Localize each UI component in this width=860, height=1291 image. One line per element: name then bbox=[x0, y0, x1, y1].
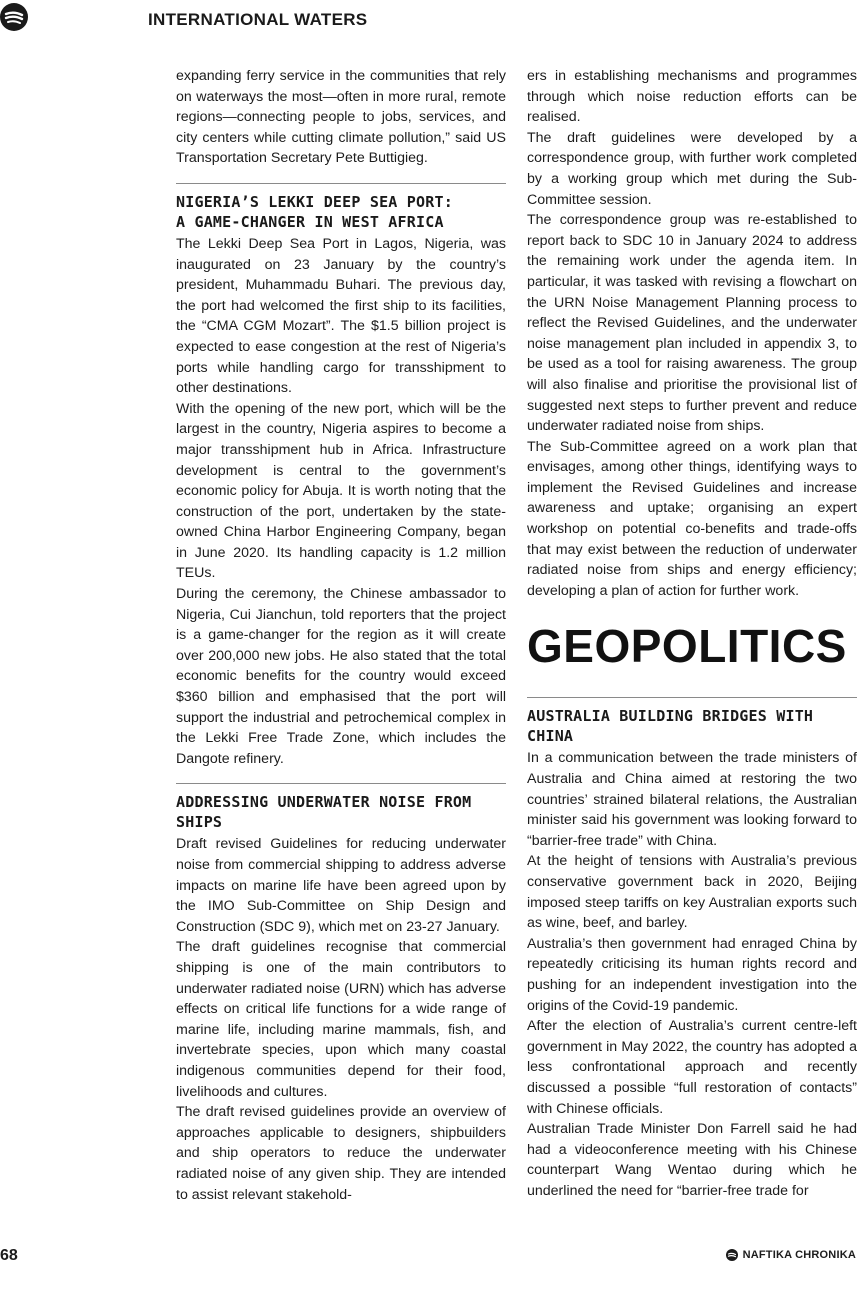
intro-paragraph: expanding ferry service in the communities that rely on waterways the most—often in more rural, remote regions—connecting people to jobs, services, and city centers while cutting climate pollution,” said US Transportation Secretary Pete Buttigieg. bbox=[176, 68, 506, 167]
noise-paragraph: The draft guidelines recognise that commercial shipping is one of the main contributors to underwater radiated noise (URN) which has adverse effects on critical life functions for a wide range of marine life, including marine mammals, fish, and invertebrate species, upon which many coastal indigenous communities depend for their food, livelihoods and cultures. bbox=[176, 939, 506, 1100]
wave-icon bbox=[0, 3, 28, 31]
divider bbox=[176, 183, 506, 184]
footer-brand bbox=[726, 1249, 856, 1261]
noise-paragraph: The draft revised guidelines provide an overview of approaches applicable to designers, shipbuilders and ship operators to reduce the underwater radiated noise of any given ship. They are intended to assist relevant stakehold- bbox=[176, 1104, 506, 1203]
section-title: INTERNATIONAL WATERS bbox=[148, 10, 368, 29]
noise-continued-paragraph: The draft guidelines were developed by a correspondence group, with further work completed by a working group which met during the Sub-Committee session. bbox=[527, 129, 857, 208]
divider bbox=[176, 783, 506, 784]
brand-name: NAFTIKA CHRONIKA bbox=[742, 1249, 856, 1261]
australia-paragraph: After the election of Australia’s current centre-left government in May 2022, the country has adopted a less confrontational approach and recently discussed a possible “full restoration of contacts” with Chinese officials. bbox=[527, 1018, 857, 1117]
brand-logo-icon bbox=[726, 1249, 738, 1261]
lekki-paragraph: The Lekki Deep Sea Port in Lagos, Nigeria, was inaugurated on 23 January by the country’s president, Muhammadu Buhari. The previous day, the port had welcomed the first ship to its facilities, the “CMA CGM Mozart”. The $1.5 billion project is expected to ease congestion at the rest of Nigeria’s ports while handling cargo for transshipment to other destinations. bbox=[176, 235, 506, 397]
lekki-headline bbox=[176, 192, 506, 232]
australia-paragraph: Australia’s then government had enraged China by repeatedly criticising its human rights record and pushing for an independent investigation into the origins of the Covid-19 pandemic. bbox=[527, 935, 857, 1014]
australia-paragraph: Australian Trade Minister Don Farrell said he had had a videoconference meeting with his Chinese counterpart Wang Wentao during which he underlined the need for “barrier-free trade for bbox=[527, 1121, 857, 1199]
australia-headline: AUSTRALIA BUILDING BRIDGES WITH CHINA bbox=[527, 707, 814, 746]
noise-continued-paragraph: The correspondence group was re-established to report back to SDC 10 in January 2024 to address the remaining work under the agenda item. In particular, it was tasked with revising a flowchart on the URN Noise Management Planning process to reflect the Revised Guidelines, and the underwater noise management plan included in appendix 3, to be used as a tool for raising awareness. The group will also finalise and prioritise the provisional list of suggested next steps to further prevent and reduce underwater radiated noise from ships. bbox=[527, 212, 857, 435]
noise-continued-paragraph: The Sub-Committee agreed on a work plan that envisages, among other things, identifying ways to implement the Revised Guidelines and increase awareness and uptake; organising an expert workshop on potential co-benefits and trade-offs that may exist between the reduction of underwater radiated noise from ships and energy efficiency; developing a plan of action for further work. bbox=[527, 438, 857, 599]
geopolitics-section-title: GEOPOLITICS bbox=[527, 620, 847, 673]
noise-paragraph: Draft revised Guidelines for reducing underwater noise from commercial shipping to address adverse impacts on marine life have been agreed upon by the IMO Sub-Committee on Ship Design and Construction (SDC 9), which met on 23-27 January. bbox=[176, 836, 506, 935]
right-column bbox=[527, 66, 857, 1202]
australia-paragraph: In a communication between the trade ministers of Australia and China aimed at restoring the two countries’ strained bilateral relations, the Australian minister said his government was looking forward to “barrier-free trade” with China. bbox=[527, 750, 857, 849]
left-column bbox=[176, 66, 506, 1205]
australia-paragraph: At the height of tensions with Australia’s previous conservative government back in 2020, Beijing imposed steep tariffs on key Australian exports such as wine, beef, and barley. bbox=[527, 853, 857, 932]
magazine-logo-icon bbox=[0, 3, 28, 31]
noise-continued-paragraph: ers in establishing mechanisms and programmes through which noise reduction efforts can be realised. bbox=[527, 68, 857, 126]
divider bbox=[527, 697, 857, 698]
lekki-headline-line2: A GAME-CHANGER IN WEST AFRICA bbox=[176, 212, 444, 231]
page-number: 68 bbox=[0, 1247, 18, 1264]
noise-headline: ADDRESSING UNDERWATER NOISE FROM SHIPS bbox=[176, 793, 472, 832]
lekki-paragraph: During the ceremony, the Chinese ambassador to Nigeria, Cui Jianchun, told reporters that the project is a game-changer for the region as it will create over 200,000 new jobs. He also stated that the total economic benefits for the country would exceed $360 billion and emphasised that the port will support the industrial and petrochemical complex in the Lekki Free Trade Zone, which includes the Dangote refinery. bbox=[176, 586, 506, 767]
lekki-headline-line1: NIGERIA’S LEKKI DEEP SEA PORT: bbox=[176, 192, 453, 211]
lekki-paragraph: With the opening of the new port, which will be the largest in the country, Nigeria aspires to become a major transshipment hub in Africa. Infrastructure development is central to the government’s economic policy for Abuja. It is worth noting that the construction of the port, undertaken by the state-owned China Harbor Engineering Company, began in June 2020. Its handling capacity is 1.2 million TEUs. bbox=[176, 400, 506, 582]
